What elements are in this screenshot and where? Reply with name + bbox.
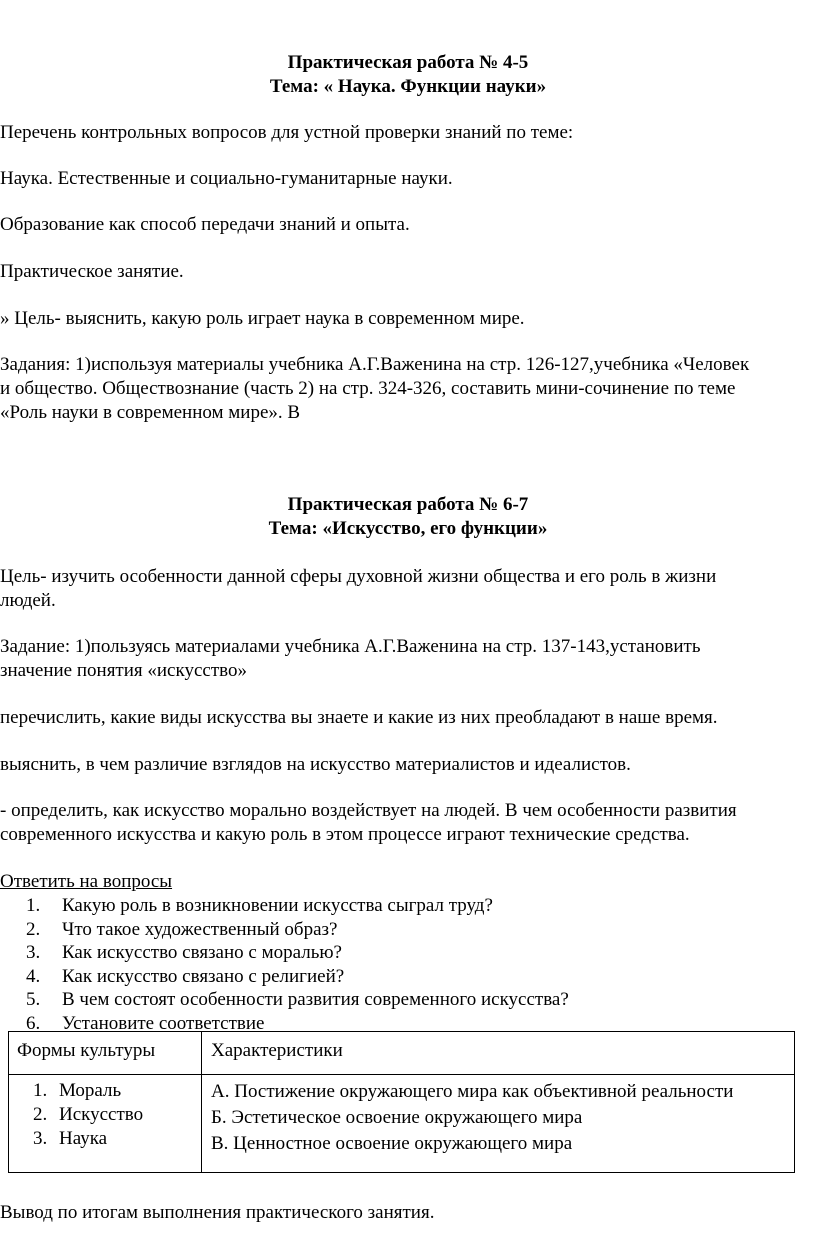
item-compare: выяснить, в чем различие взглядов на искусство материалистов и идеалистов. (0, 754, 631, 775)
table-header-forms: Формы культуры (17, 1040, 156, 1061)
section2-title: Практическая работа № 6-7 (287, 494, 529, 515)
science-line: Наука. Естественные и социально-гуманитарные науки. (0, 168, 453, 189)
item-moral-line-1: - определить, как искусство морально воздействует на людей. В чем особенности развития (0, 800, 737, 821)
list-item-number: 4. (26, 965, 41, 987)
list-item-number: 6. (26, 1012, 41, 1034)
section2-goal-line-2: людей. (0, 590, 56, 611)
section2-topic: Тема: «Искусство, его функции» (268, 518, 548, 539)
form-text: Мораль (59, 1080, 122, 1101)
form-number: 1. (33, 1080, 48, 1101)
table-cell-characteristic: А. Постижение окружающего мира как объективной реальности (211, 1081, 734, 1102)
conclusion: Вывод по итогам выполнения практического занятия. (0, 1202, 435, 1223)
item-moral-line-2: современного искусства и какую роль в этом процессе играют технические средства. (0, 824, 690, 845)
form-text: Наука (59, 1128, 108, 1149)
table-cell-characteristic: Б. Эстетическое освоение окружающего мира (211, 1107, 583, 1128)
table-column-divider (201, 1032, 202, 1172)
form-number: 3. (33, 1128, 48, 1149)
list-item-text: Как искусство связано с моралью? (62, 942, 342, 964)
section2-task-line-1: Задание: 1)пользуясь материалами учебника А.Г.Важенина на стр. 137-143,установить (0, 636, 701, 657)
section1-goal: » Цель- выяснить, какую роль играет наука в современном мире. (0, 308, 525, 329)
section1-task-line-1: Задания: 1)используя материалы учебника А.Г.Важенина на стр. 126-127,учебника «Человек (0, 354, 750, 375)
list-item-number: 1. (26, 895, 41, 916)
matching-table (8, 1031, 795, 1173)
list-item-text: Какую роль в возникновении искусства сыграл труд? (62, 895, 493, 916)
list-item-text: Как искусство связано с религией? (62, 965, 345, 987)
section2-goal-line-1: Цель- изучить особенности данной сферы духовной жизни общества и его роль в жизни (0, 566, 717, 587)
list-item-number: 3. (26, 942, 41, 964)
section2-task-line-2: значение понятия «искусство» (0, 660, 247, 681)
form-text: Искусство (59, 1104, 144, 1125)
education-line: Образование как способ передачи знаний и опыта. (0, 214, 410, 235)
characteristics-list (211, 1080, 733, 1158)
item-list-arts: перечислить, какие виды искусства вы знаете и какие из них преобладают в наше время. (0, 707, 718, 728)
section1-task-line-3: «Роль науки в современном мире». В (0, 402, 301, 423)
list-item-text: В чем состоят особенности развития современного искусства? (62, 989, 569, 1011)
section1-topic: Тема: « Наука. Функции науки» (269, 76, 547, 97)
practical-label: Практическое занятие. (0, 261, 184, 282)
table-row-divider (9, 1074, 794, 1075)
list-item-number: 2. (26, 918, 41, 940)
list-item-number: 5. (26, 989, 41, 1011)
table-cell-characteristic: В. Ценностное освоение окружающего мира (211, 1133, 573, 1154)
section1-task-line-2: и общество. Обществознание (часть 2) на стр. 324-326, составить мини-сочинение по теме (0, 378, 736, 399)
form-number: 2. (33, 1104, 48, 1125)
answer-heading: Ответить на вопросы (0, 871, 173, 892)
table-header-characteristics: Характеристики (211, 1040, 343, 1061)
section1-title: Практическая работа № 4-5 (287, 52, 529, 73)
questions-intro: Перечень контрольных вопросов для устной проверки знаний по теме: (0, 122, 574, 143)
list-item-text: Установите соответствие (62, 1012, 265, 1034)
list-item-text: Что такое художественный образ? (62, 918, 338, 940)
